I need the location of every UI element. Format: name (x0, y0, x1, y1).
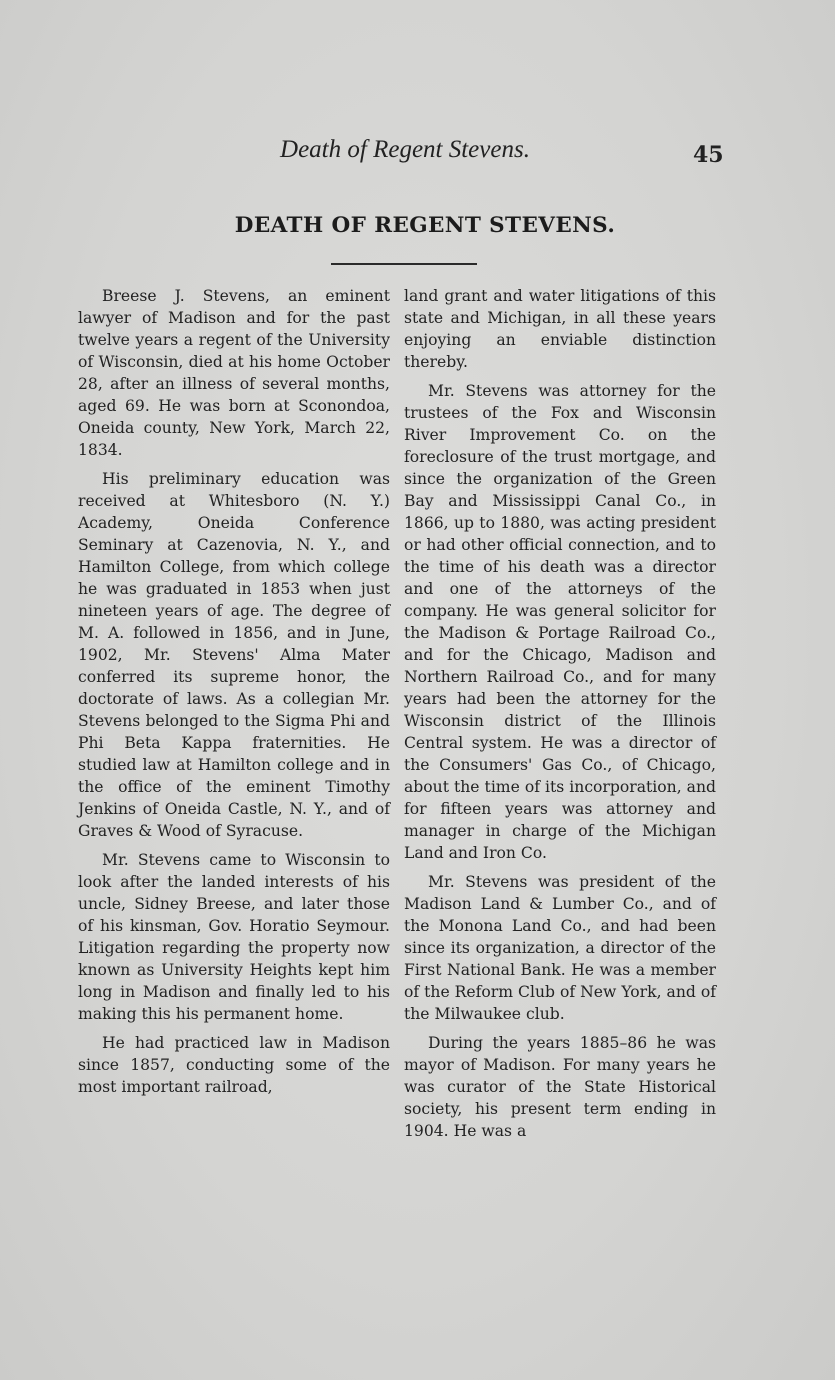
paragraph: Breese J. Stevens, an eminent lawyer of Madison and for the past twelve years a regent of the University of Wisconsin, died at his home October 28, after an illness of several months, aged 69. He was born at Sconondoa, Oneida county, New York, March 22, 1834. (78, 287, 390, 459)
paragraph: Mr. Stevens was president of the Madison Land & Lumber Co., and of the Monona Land Co., and had been since its organization, a director of the First National Bank. He was a member of the Reform Club of New York, and of the Milwaukee club. (404, 873, 716, 1023)
paragraph: He had practiced law in Madison since 1857, conducting some of the most important railroad, (78, 1034, 390, 1096)
page-number: 45 (693, 142, 724, 168)
paragraph: Mr. Stevens came to Wisconsin to look after the landed interests of his uncle, Sidney Breese, and later those of his kinsman, Gov. Horatio Seymour. Litigation regarding the property now known as University Heights kept him long in Madison and finally led to his making this his permanent home. (78, 851, 390, 1023)
running-head-title: Death of Regent Stevens. (280, 136, 530, 163)
title-rule (331, 263, 477, 265)
left-column (78, 285, 390, 1105)
right-column (404, 285, 716, 1149)
paragraph-continued: land grant and water litigations of this state and Michigan, in all these years enjoying an enviable distinction thereby. (404, 287, 716, 371)
paragraph: His preliminary education was received at Whitesboro (N. Y.) Academy, Oneida Conference Seminary at Cazenovia, N. Y., and Hamilton College, from which college he was graduated in 1853 when just nineteen years of age. The degree of M. A. followed in 1856, and in June, 1902, Mr. Stevens' Alma Mater conferred its supreme honor, the doctorate of laws. As a collegian Mr. Stevens belonged to the Sigma Phi and Phi Beta Kappa fraternities. He studied law at Hamilton college and in the office of the eminent Timothy Jenkins of Oneida Castle, N. Y., and of Graves & Wood of Syracuse. (78, 470, 390, 840)
paragraph: Mr. Stevens was attorney for the trustees of the Fox and Wisconsin River Improvement Co. on the foreclosure of the trust mortgage, and since the organization of the Green Bay and Mississippi Canal Co., in 1866, up to 1880, was acting president or had other official connection, and to the time of his death was a director and one of the attorneys of the company. He was general solicitor for the Madison & Portage Railroad Co., and for the Chicago, Madison and Northern Railroad Co., and for many years had been the attorney for the Wisconsin district of the Illinois Central system. He was a director of the Consumers' Gas Co., of Chicago, about the time of its incorporation, and for fifteen years was attorney and manager in charge of the Michigan Land and Iron Co. (404, 382, 716, 862)
article-title: DEATH OF REGENT STEVENS. (234, 213, 616, 238)
paragraph: During the years 1885–86 he was mayor of Madison. For many years he was curator of the State Historical society, his present term ending in 1904. He was a (404, 1034, 716, 1140)
